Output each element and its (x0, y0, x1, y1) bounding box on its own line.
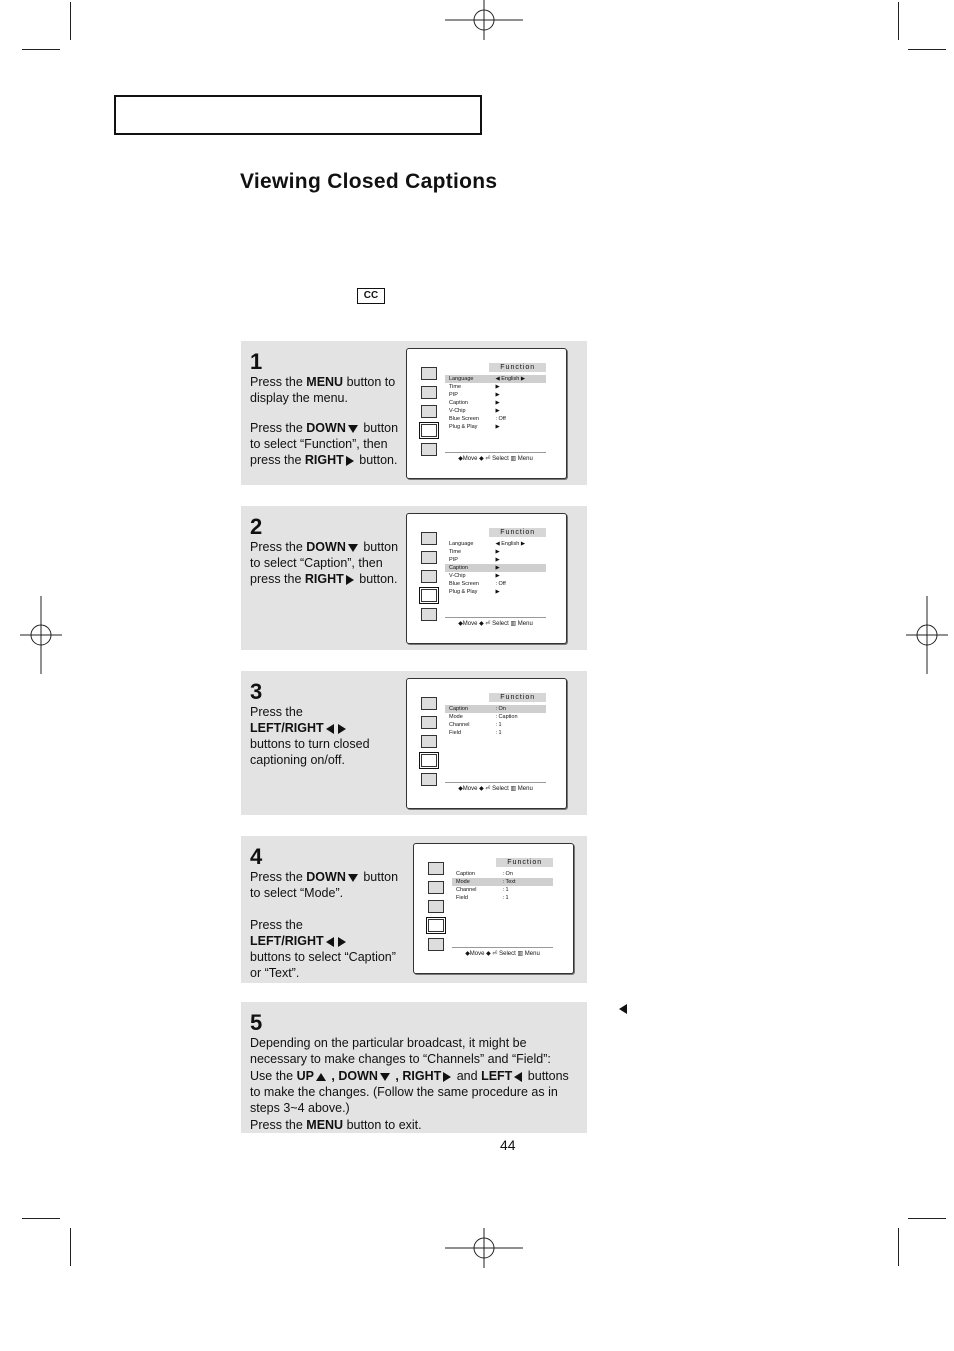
caption-menu: Function Caption : On Mode : Text Channel : 1 Field : 1 (452, 858, 553, 902)
menu-footer: ◆Move ◆ ⏎ Select ▥ Menu (445, 452, 546, 465)
tv-screen (406, 678, 567, 809)
setup-icon (421, 443, 437, 456)
right-arrow-icon (346, 456, 354, 466)
picture-icon (421, 697, 437, 710)
sound-icon (421, 551, 437, 564)
sound-icon (421, 716, 437, 729)
step-3 (241, 671, 587, 815)
step-number: 3 (250, 679, 263, 704)
menu-icons (421, 697, 441, 792)
sound-icon (421, 386, 437, 399)
crop-mark (22, 49, 60, 50)
page-title: Viewing Closed Captions (240, 170, 498, 193)
step-number: 2 (250, 514, 263, 539)
setup-icon (421, 773, 437, 786)
step-5 (241, 1002, 587, 1133)
function-menu: Function Language ◀ English ▶ Time ▶ PIP ▶ Caption ▶ V-Chip ▶ Blue Screen : Off Plug & Play ▶ (445, 528, 546, 596)
registration-mark-icon (906, 596, 948, 674)
function-icon (421, 754, 437, 767)
setup-icon (421, 608, 437, 621)
cc-badge: CC (357, 288, 385, 304)
right-arrow-icon (338, 724, 346, 734)
step-instructions: Press the DOWN button to select “Mode”. Press the LEFT/RIGHT buttons to select “Caption” or “Text”. (250, 870, 399, 980)
sound-icon (428, 881, 444, 894)
menu-footer: ◆Move ◆ ⏎ Select ▥ Menu (445, 782, 546, 795)
left-arrow-icon (326, 724, 334, 734)
step-number: 1 (250, 349, 263, 374)
step-1 (241, 341, 587, 485)
menu-icons (428, 862, 448, 957)
setup-icon (428, 938, 444, 951)
right-arrow-icon (338, 937, 346, 947)
step-instructions: Press the DOWN button to select “Caption”, then press the RIGHT button. (250, 540, 399, 586)
down-arrow-icon (348, 425, 358, 433)
step-instructions: Press the LEFT/RIGHT buttons to turn closed captioning on/off. (250, 705, 370, 767)
tv-screen (413, 843, 574, 974)
right-arrow-icon (443, 1072, 451, 1082)
menu-footer: ◆Move ◆ ⏎ Select ▥ Menu (452, 947, 553, 960)
left-arrow-icon (326, 937, 334, 947)
crop-mark (908, 49, 946, 50)
left-arrow-icon (514, 1072, 522, 1082)
registration-mark-icon (445, 1228, 523, 1270)
channel-icon (428, 900, 444, 913)
picture-icon (421, 367, 437, 380)
function-icon (421, 589, 437, 602)
menu-footer: ◆Move ◆ ⏎ Select ▥ Menu (445, 617, 546, 630)
up-arrow-icon (316, 1073, 326, 1081)
crop-mark (908, 1218, 946, 1219)
registration-mark-icon (20, 596, 62, 674)
crop-mark (70, 1228, 71, 1266)
crop-mark (898, 2, 899, 40)
registration-mark-icon (445, 0, 523, 42)
down-arrow-icon (348, 544, 358, 552)
header-box (114, 95, 482, 135)
down-arrow-icon (380, 1073, 390, 1081)
menu-icons (421, 532, 441, 627)
page-number: 44 (500, 1137, 516, 1153)
right-arrow-icon (346, 575, 354, 585)
channel-icon (421, 570, 437, 583)
left-arrow-icon (619, 1004, 627, 1014)
step-number: 4 (250, 844, 263, 869)
crop-mark (70, 2, 71, 40)
crop-mark (22, 1218, 60, 1219)
function-menu: Function Language ◀ English ▶ Time ▶ PIP ▶ Caption ▶ V-Chip ▶ Blue Screen : Off Plug & Play ▶ (445, 363, 546, 431)
tv-screen (406, 513, 567, 644)
picture-icon (421, 532, 437, 545)
step-2 (241, 506, 587, 650)
step-instructions: Press the MENU button to display the menu. Press the DOWN button to select “Function”, then press the RIGHT button. (250, 375, 399, 467)
step-number: 5 (250, 1010, 263, 1035)
picture-icon (428, 862, 444, 875)
caption-menu: Function Caption : On Mode : Caption Channel : 1 Field : 1 (445, 693, 546, 737)
crop-mark (898, 1228, 899, 1266)
step-instructions: Depending on the particular broadcast, it might be necessary to make changes to “Channels” and “Field”: Use the UP , DOWN , RIGHT and LEFT buttons to make the changes. (Follow the same procedure as in steps 3~4 above.) Press the MENU button to exit. (250, 1036, 569, 1132)
function-icon (421, 424, 437, 437)
menu-icons (421, 367, 441, 462)
channel-icon (421, 405, 437, 418)
step-4 (241, 836, 587, 983)
channel-icon (421, 735, 437, 748)
down-arrow-icon (348, 874, 358, 882)
tv-screen (406, 348, 567, 479)
function-icon (428, 919, 444, 932)
